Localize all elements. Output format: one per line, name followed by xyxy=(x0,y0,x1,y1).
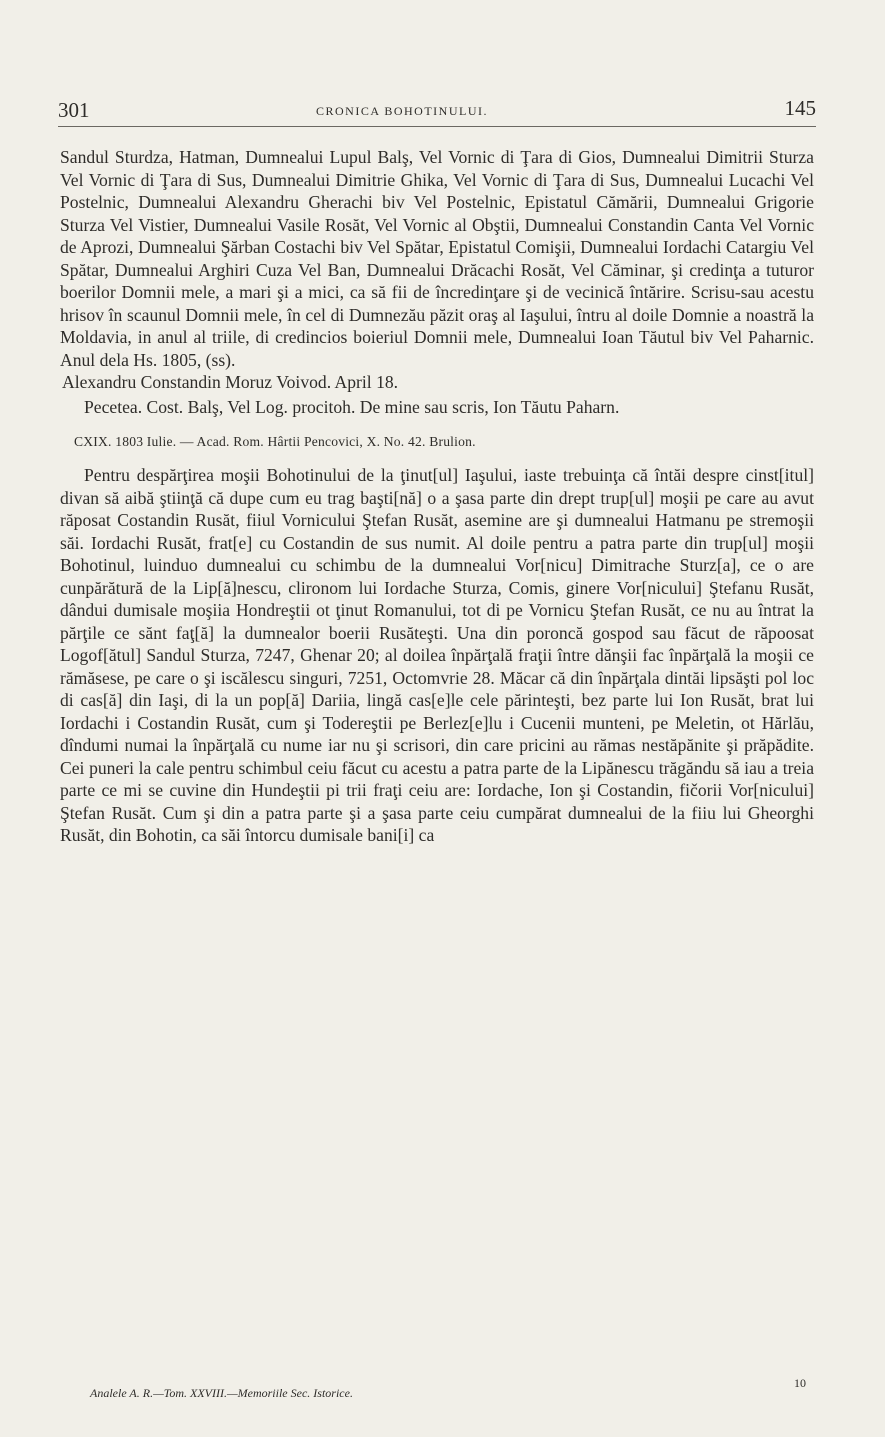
journal-citation: Analele A. R.—Tom. XXVIII.—Memoriile Sec. Istorice. xyxy=(90,1386,353,1400)
signature-line: Alexandru Constandin Moruz Voivod. April 18. xyxy=(62,372,399,392)
body-text xyxy=(60,146,814,847)
page-number: 145 xyxy=(784,96,816,120)
document-heading: CXIX. 1803 Iulie. — Acad. Rom. Hârtii Pencovici, X. No. 42. Brulion. xyxy=(74,434,476,449)
signature-mark: 10 xyxy=(794,1376,806,1390)
page-footer xyxy=(90,1376,816,1408)
page-header xyxy=(58,92,816,127)
running-title: CRONICA BOHOTINULUI. xyxy=(316,104,488,118)
original-page-number: 301 xyxy=(58,98,90,122)
continued-paragraph: Sandul Sturdza, Hatman, Dumnealui Lupul Balş, Vel Vornic di Ţara di Gios, Dumnealui Dimitrii Sturza Vel Vornic di Ţara di Sus, Dumnealui Dimitrie Ghika, Vel Vornic di Ţara di Sus, Dumnealui Lucachi Vel Postelnic, Dumnealui Alexandru Gherachi biv Vel Postelnic, Epistatul Cămării, Dumnealui Grigorie Sturza Vel Vistier, Dumnealui Vasile Rosăt, Vel Vornic al Obştii, Dumnealui Constandin Canta Vel Vornic de Aprozi, Dumnealui Şărban Costachi biv Vel Spătar, Epistatul Comişii, Dumnealui Iordachi Catargiu Vel Spătar, Dumnealui Arghiri Cuza Vel Ban, Dumnealui Drăcachi Rosăt, Vel Căminar, şi credinţa a tuturor boerilor Domnii mele, a mari şi a mici, ca să fii de încredinţare şi de vecinică întărire. Scrisu-sau acestu hrisov în scaunul Domnii mele, în cel di Dumnezău păzit oraş al Iaşului, întru al doile Domnie a noastră la Moldavia, in anul al triile, di credincios boieriul Domnii mele, Dumnealui Ioan Tăutul biv Vel Paharnic. Anul dela Hs. 1805, (ss). xyxy=(60,147,814,370)
main-paragraph: Pentru despărţirea moşii Bohotinului de la ţinut[ul] Iaşului, iaste trebuinţa că întăi despre cinst[itul] divan să aibă ştiinţă că dupe cum eu trag başti[nă] o a şasa parte din drept trup[ul] moşii pe care au avut răposat Costandin Rusăt, fiiul Vornicului Ştefan Rusăt, asemine are şi dumnealui Hatmanu pe stremoşii săi. Iordachi Rusăt, frat[e] cu Costandin de sus numit. Al doile pentru a patra parte din trup[ul] moşii Bohotinul, luinduo dumnealui cu schimbu de la dumnealui Vor[nicu] Dimitrache Sturz[a], ce o are cunpărătură de la Lip[ă]nescu, clironom lui Iordache Sturza, Comis, ginere Vor[nicului] Ştefanu Rusăt, dândui dumisale moşiia Hondreştii ot ţinut Romanului, tot di pe Vornicu Ştefan Rusăt, ce nu au întrat la părţile ce sănt faţ[ă] la dumnealor boerii Rusăteşti. Una din poroncă gospod sau făcut de răpoosat Logof[ătul] Sandul Sturza, 7247, Ghenar 20; al doilea înpărţală fraţii între dănşii fac înpărţală la moşii ce rămăsese, pe care o şi iscălescu singuri, 7251, Octomvrie 28. Măcar că din înpărţala dintăi lipsăşti pol loc di cas[ă] din Iaşi, di la un pop[ă] Dariia, lingă cas[e]le cele părinteşti, bez parte lui Ion Rusăt, brat lui Iordachi i Costandin Rusăt, cum şi Todereştii pe Berlez[e]lu i Cucenii munteni, pe Meletin, ot Hărlău, dîndumi numai la înpărţală cu nume iar nu şi scrisori, din care pricini au rămas nestăpănite şi prăpădite. Cei puneri la cale pentru schimbul ceiu făcut cu acestu a patra parte de la Lipănescu trăgăndu să iau a treia parte ce mi se cuvine din Hundeştii pi trii fraţi ceiu are: Iordache, Ion şi Costandin, fičorii Vor[nicului] Ştefan Rusăt. Cum şi din a patra parte şi a şasa parte ceiu cumpărat dumnealui de la fiiu lui Gheorghi Rusăt, din Bohotin, ca săi întorcu dumisale bani[i] ca xyxy=(60,465,814,845)
seal-line: Pecetea. Cost. Balş, Vel Log. procitoh. De mine sau scris, Ion Tăutu Paharn. xyxy=(84,396,620,417)
